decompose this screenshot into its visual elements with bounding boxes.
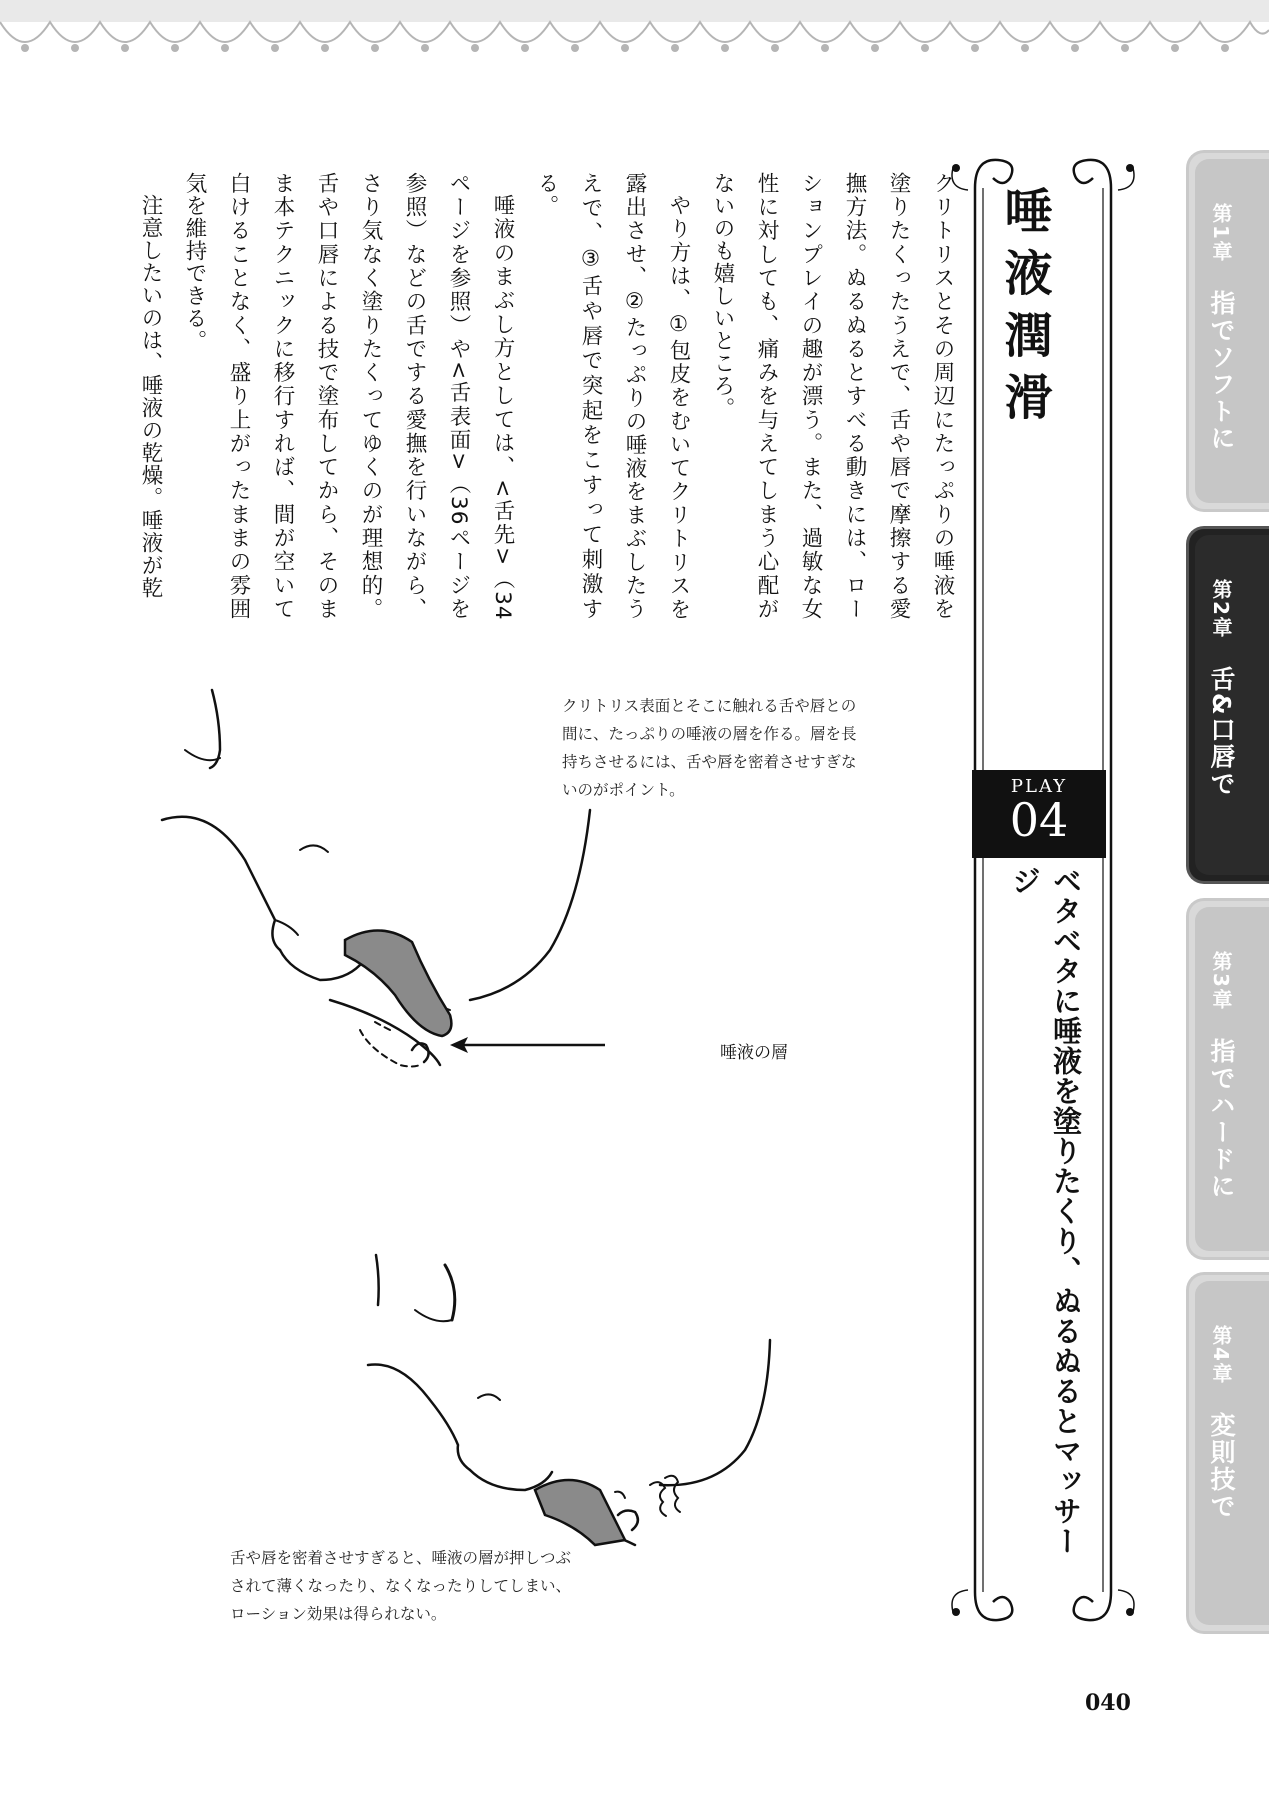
- play-label: PLAY: [1010, 776, 1068, 797]
- chapter-tab-4[interactable]: [1186, 1272, 1269, 1634]
- chapter-tab-number: 第2章: [1209, 579, 1233, 639]
- arrow-label: 唾液の層: [720, 1043, 788, 1063]
- chapter-tab-title: 指でソフトに: [1207, 289, 1236, 452]
- chapter-tab-number: 第4章: [1209, 1325, 1233, 1385]
- figure-caption-1: クリトリス表面とそこに触れる舌や唇との間に、たっぷりの唾液の層を作る。層を長持ちさせるには、舌や唇を密着させすぎないのがポイント。: [562, 697, 857, 799]
- play-number: 04: [1009, 793, 1069, 847]
- body-paragraph: 注意したいのは、唾液の乾燥。唾液が乾: [138, 193, 163, 599]
- chapter-tab-number: 第1章: [1209, 203, 1233, 263]
- illustration-pressed-tongue: [360, 1250, 920, 1550]
- chapter-tab-title: 指でハードに: [1207, 1037, 1236, 1200]
- page-title: 唾液潤滑: [996, 186, 1052, 434]
- body-paragraph: 唾液のまぶし方としては、<舌先>（34ページを参照）や<舌表面>（36ページを参照）などの舌でする愛撫を行いながら、さり気なく塗りたくってゆくのが理想的。舌や口唇による技で塗布してから、そのまま本テクニックに移行すれば、間が空いて白けることなく、盛り上がったままの雰囲気を維持できる。: [182, 172, 515, 620]
- chapter-tab-2[interactable]: [1186, 526, 1269, 884]
- chapter-tab-number: 第3章: [1209, 951, 1233, 1011]
- body-paragraph: やり方は、①包皮をむいてクリトリスを露出させ、②たっぷりの唾液をまぶしたうえで、③舌や唇で突起をこすって刺激する。: [534, 172, 691, 620]
- chapter-tab-title: 舌&口唇で: [1207, 665, 1236, 798]
- play-badge: [972, 770, 1106, 858]
- page-subtitle: ベタベタに唾液を塗りたくり、ぬるぬるとマッサージ: [1008, 866, 1083, 1556]
- decorative-top-border: [0, 0, 1269, 75]
- chapter-tab-3[interactable]: [1186, 898, 1269, 1260]
- chapter-tab-1[interactable]: [1186, 150, 1269, 512]
- body-paragraph: クリトリスとその周辺にたっぷりの唾液を塗りたくったうえで、舌や唇で摩擦する愛撫方法。ぬるぬるとすべる動きには、ローションプレイの趣が漂う。また、過敏な女性に対しても、痛みを与えてしまう心配がないのも嬉しいところ。: [710, 172, 955, 620]
- page-number: 040: [1085, 1690, 1131, 1716]
- chapter-tab-title: 変則技で: [1207, 1411, 1236, 1520]
- body-text: [128, 172, 964, 620]
- figure-caption-2: 舌や唇を密着させすぎると、唾液の層が押しつぶされて薄くなったり、なくなったりしてしまい、ローション効果は得られない。: [230, 1549, 572, 1623]
